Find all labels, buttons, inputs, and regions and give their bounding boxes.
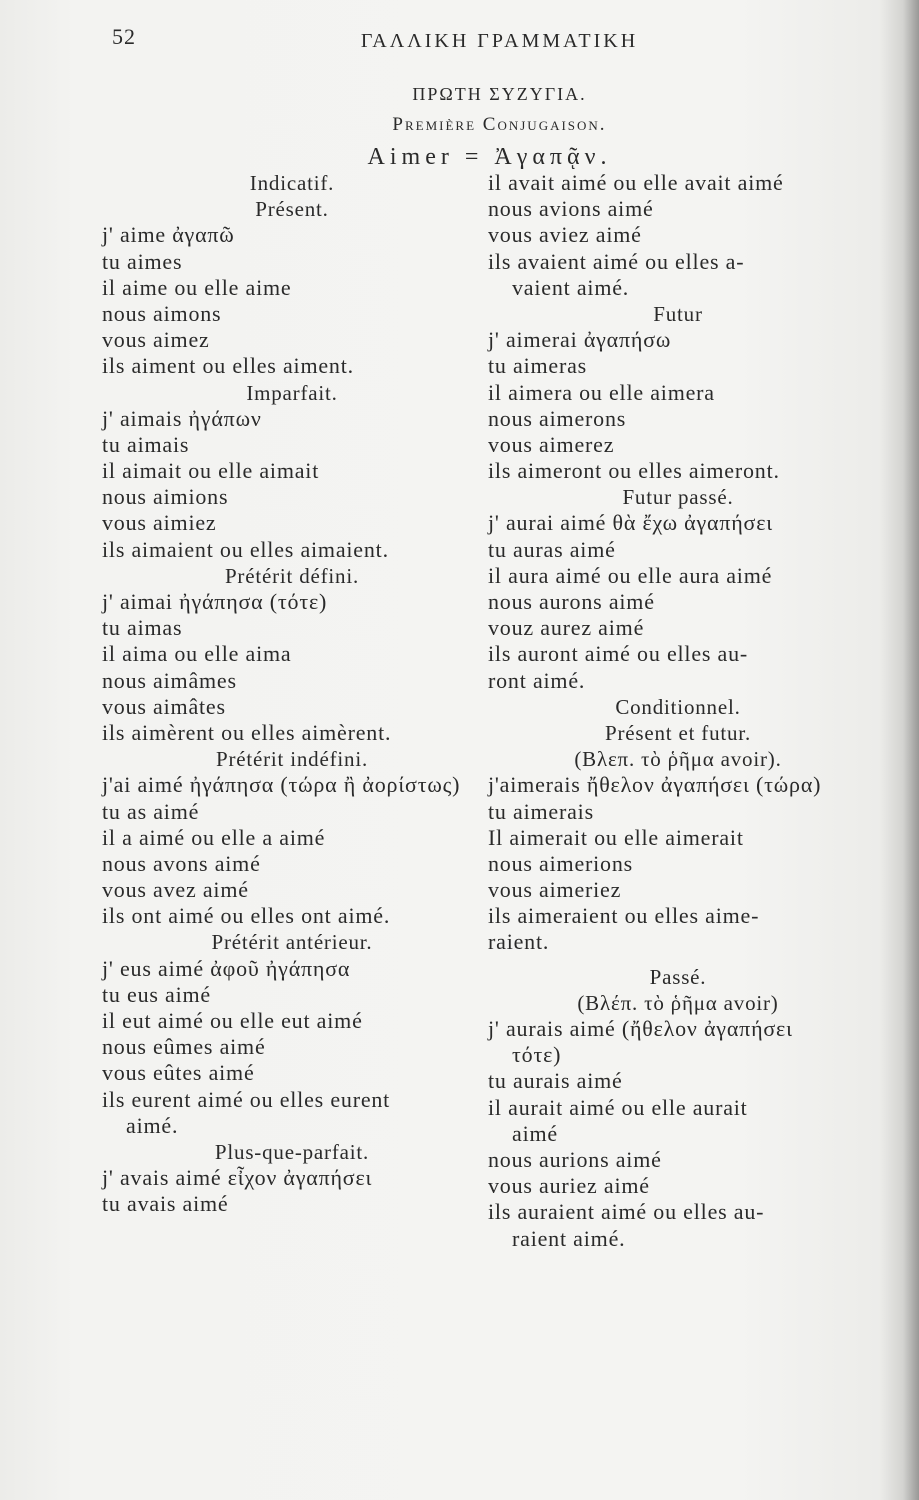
conjugation-line: ront aimé. bbox=[488, 667, 586, 693]
section-heading: Indicatif. bbox=[249, 171, 335, 195]
conjugation-line: nous aimerons bbox=[488, 405, 627, 431]
conjugation-title-french: Première Conjugaison. bbox=[392, 114, 607, 135]
conjugation-line: ils avaient aimé ou elles a- bbox=[488, 248, 745, 274]
conjugation-line: il aurait aimé ou elle aurait bbox=[488, 1094, 748, 1120]
conjugation-line: tu avais aimé bbox=[102, 1191, 229, 1217]
right-column bbox=[488, 170, 868, 1252]
conjugation-line: j' aimerai ἀγαπήσω bbox=[488, 327, 672, 353]
conjugation-line: il avait aimé ou elle avait aimé bbox=[488, 170, 784, 195]
conjugation-line: j' aurais aimé (ἤθελον ἀγαπήσει bbox=[488, 1016, 793, 1041]
conjugation-line: il aimera ou elle aimera bbox=[488, 379, 715, 405]
conjugation-line: tu aimeras bbox=[488, 353, 588, 379]
page-spine-shadow bbox=[879, 0, 919, 1500]
section-heading: Conditionnel. bbox=[615, 694, 741, 719]
conjugation-line: vous auriez aimé bbox=[488, 1173, 650, 1199]
conjugation-line: vous aimez bbox=[102, 327, 210, 353]
section-heading: Prétérit antérieur. bbox=[211, 930, 373, 955]
section-heading: Passé. bbox=[649, 964, 707, 989]
conjugation-line: ils aimeraient ou elles aime- bbox=[488, 903, 760, 929]
conjugation-line: vaient aimé. bbox=[512, 274, 630, 300]
conjugation-line: ils ont aimé ou elles ont aimé. bbox=[102, 903, 391, 929]
conjugation-line: nous aimâmes bbox=[102, 667, 237, 693]
conjugation-line: il aimait ou elle aimait bbox=[102, 458, 320, 484]
conjugation-line: Il aimerait ou elle aimerait bbox=[488, 824, 744, 850]
conjugation-line: vous avez aimé bbox=[102, 877, 249, 903]
conjugation-line: aimé bbox=[512, 1120, 558, 1146]
conjugation-line: tu as aimé bbox=[102, 798, 200, 824]
conjugation-line: vous aimeriez bbox=[488, 877, 622, 903]
conjugation-line: ils eurent aimé ou elles eurent bbox=[102, 1086, 391, 1112]
conjugation-line: raient aimé. bbox=[512, 1225, 626, 1251]
conjugation-line: tu eus aimé bbox=[102, 981, 211, 1007]
conjugation-line: il aime ou elle aime bbox=[102, 274, 292, 300]
section-heading: (Βλεπ. τὸ ῥῆμα avoir). bbox=[574, 747, 782, 772]
conjugation-line: ils auront aimé ou elles au- bbox=[488, 641, 749, 667]
conjugation-line: j' avais aimé εἶχον ἀγαπήσει bbox=[102, 1165, 373, 1191]
conjugation-line: ils aimaient ou elles aimaient. bbox=[102, 536, 389, 562]
conjugation-line: j'ai aimé ἠγάπησα (τώρα ἢ ἀορίστως) bbox=[102, 772, 461, 798]
section-heading: Futur bbox=[653, 301, 703, 326]
conjugation-line: il aima ou elle aima bbox=[102, 641, 292, 667]
conjugation-line: j' aimais ἠγάπων bbox=[102, 405, 262, 431]
section-heading: Présent et futur. bbox=[605, 720, 751, 745]
section-heading: Prétérit défini. bbox=[224, 563, 360, 588]
conjugation-line: j' aurai aimé θὰ ἔχω ἀγαπήσει bbox=[488, 510, 773, 536]
conjugation-line: vous aimiez bbox=[102, 510, 217, 536]
conjugation-line: vous aimâtes bbox=[102, 693, 226, 719]
running-head: ΓΑΛΛΙΚΗ ΓΡΑΜΜΑΤΙΚΗ bbox=[360, 30, 639, 52]
conjugation-line: ils aiment ou elles aiment. bbox=[102, 353, 354, 379]
conjugation-line: vouz aurez aimé bbox=[488, 615, 645, 641]
section-heading: Plus-que-parfait. bbox=[214, 1139, 370, 1164]
section-heading: Présent. bbox=[255, 197, 329, 222]
conjugation-line: nous aimions bbox=[102, 484, 229, 510]
conjugation-title-greek: ΠΡΩΤΗ ΣΥΖΥΓΙΑ. bbox=[412, 84, 587, 104]
conjugation-line: vous aimerez bbox=[488, 431, 615, 457]
conjugation-line: vous eûtes aimé bbox=[102, 1060, 255, 1086]
conjugation-line: il eut aimé ou elle eut aimé bbox=[102, 1008, 363, 1033]
conjugation-line: aimé. bbox=[126, 1112, 179, 1138]
conjugation-line: j' aimai ἠγάπησα (τότε) bbox=[102, 589, 328, 614]
conjugation-line: tu aimerais bbox=[488, 798, 594, 824]
conjugation-line: ils auraient aimé ou elles au- bbox=[488, 1199, 765, 1225]
conjugation-line: il aura aimé ou elle aura aimé bbox=[488, 562, 773, 588]
conjugation-line: nous aimerions bbox=[488, 850, 634, 876]
conjugation-line: tu aurais aimé bbox=[488, 1068, 623, 1094]
conjugation-line: tu aimes bbox=[102, 248, 183, 274]
conjugation-line: j' eus aimé ἀφοῦ ἠγάπησα bbox=[102, 955, 351, 981]
section-heading: (Βλέπ. τὸ ῥῆμα avoir) bbox=[577, 990, 779, 1015]
conjugation-line: ils aimeront ou elles aimeront. bbox=[488, 458, 780, 484]
section-heading: Imparfait. bbox=[246, 380, 338, 405]
section-heading: Futur passé. bbox=[622, 485, 734, 510]
conjugation-line: nous aurions aimé bbox=[488, 1146, 662, 1172]
conjugation-line: nous avions aimé bbox=[488, 196, 654, 222]
verb-title: Aimer = Ἀγαπᾷν. bbox=[367, 144, 612, 170]
conjugation-line: tu aimas bbox=[102, 615, 183, 641]
conjugation-line: τότε) bbox=[512, 1042, 562, 1068]
conjugation-line: nous aurons aimé bbox=[488, 589, 655, 614]
conjugation-line: tu aimais bbox=[102, 431, 190, 457]
conjugation-line: vous aviez aimé bbox=[488, 222, 642, 248]
conjugation-line: raient. bbox=[488, 929, 550, 955]
left-column bbox=[102, 170, 482, 1218]
conjugation-line: nous avons aimé bbox=[102, 850, 261, 876]
conjugation-line: il a aimé ou elle a aimé bbox=[102, 824, 326, 850]
conjugation-line: j'aimerais ἤθελον ἀγαπήσει (τώρα) bbox=[488, 772, 822, 798]
conjugation-line: nous eûmes aimé bbox=[102, 1034, 266, 1060]
conjugation-line: nous aimons bbox=[102, 300, 222, 326]
conjugation-line: j' aime ἀγαπῶ bbox=[102, 222, 235, 248]
page-number: 52 bbox=[112, 24, 136, 49]
conjugation-line: tu auras aimé bbox=[488, 536, 616, 562]
section-heading: Prétérit indéfini. bbox=[215, 747, 369, 772]
conjugation-line: ils aimèrent ou elles aimèrent. bbox=[102, 719, 392, 745]
